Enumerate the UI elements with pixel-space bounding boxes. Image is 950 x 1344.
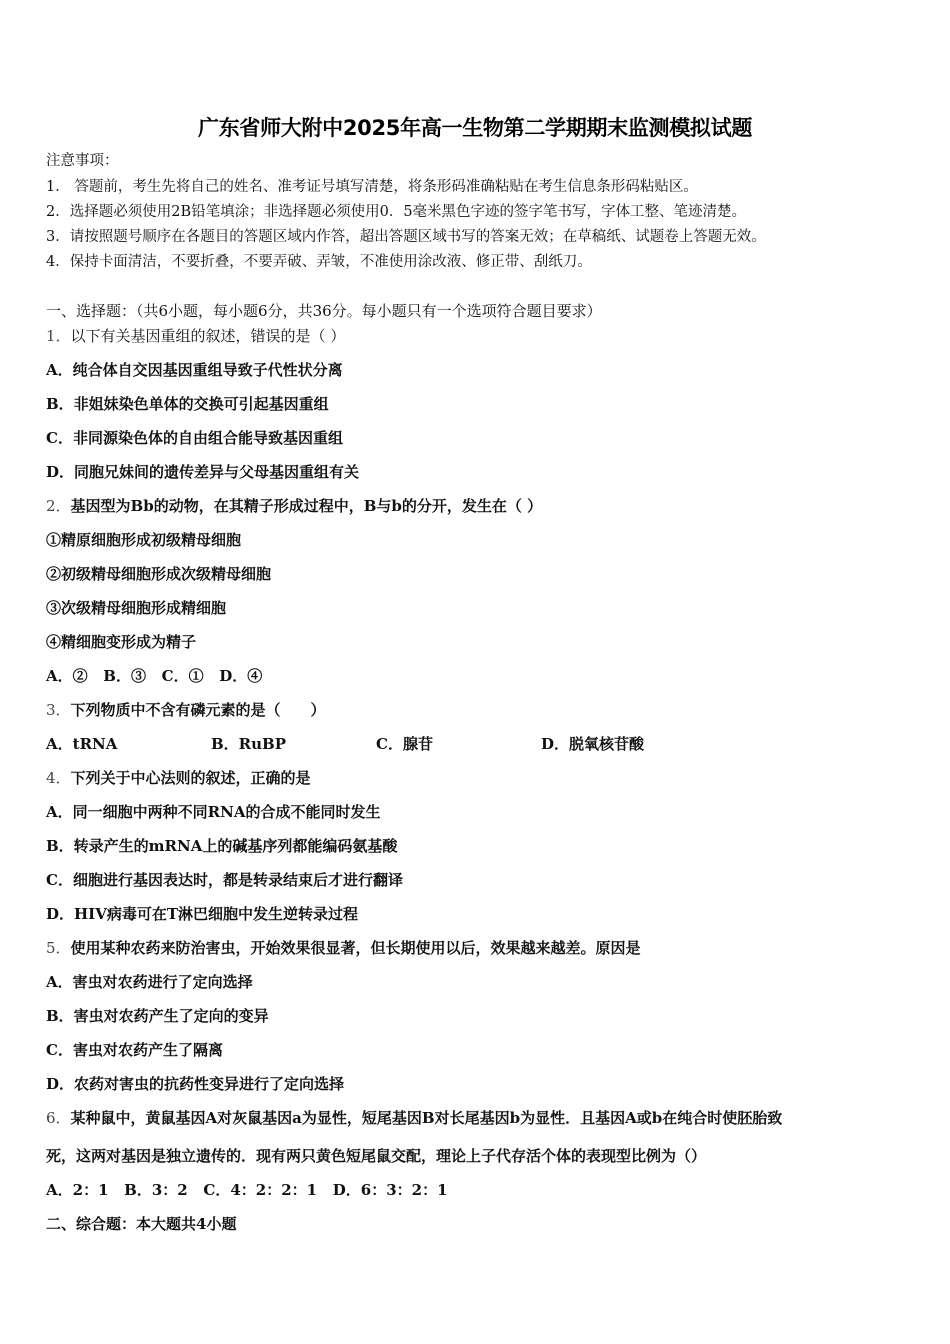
q4-option-d: D．HIV病毒可在T淋巴细胞中发生逆转录过程 xyxy=(46,905,358,923)
question-2 xyxy=(46,496,542,516)
q3-option-c: C．腺苷 xyxy=(376,735,433,753)
question-number: 4． xyxy=(46,769,71,787)
question-stem: 以下有关基因重组的叙述，错误的是（ ） xyxy=(70,327,346,345)
question-1 xyxy=(46,326,345,346)
notice-item-2: 2．选择题必须使用2B铅笔填涂；非选择题必须使用0．5毫米黑色字迹的签字笔书写，字体工整、笔迹清楚。 xyxy=(46,204,747,220)
question-number: 2． xyxy=(46,497,71,515)
notice-item-3: 3．请按照题号顺序在各题目的答题区域内作答，超出答题区域书写的答案无效；在草稿纸、试题卷上答题无效。 xyxy=(46,229,766,245)
question-number: 3． xyxy=(46,701,71,719)
section-2-heading: 二、综合题：本大题共4小题 xyxy=(46,1215,237,1233)
q2-item-4: ④精细胞变形成为精子 xyxy=(46,633,197,651)
question-number: 5． xyxy=(46,939,71,957)
q3-option-d: D．脱氧核苷酸 xyxy=(541,735,645,753)
question-3 xyxy=(46,700,326,720)
section-1-heading: 一、选择题：（共6小题，每小题6分，共36分。每小题只有一个选项符合题目要求） xyxy=(46,302,602,320)
q2-item-2: ②初级精母细胞形成次级精母细胞 xyxy=(46,565,272,583)
notice-heading: 注意事项： xyxy=(46,153,119,169)
question-stem: 基因型为Bb的动物，在其精子形成过程中，B与b的分开，发生在（ ） xyxy=(70,497,543,515)
question-4 xyxy=(46,768,311,788)
q2-item-1: ①精原细胞形成初级精母细胞 xyxy=(46,531,242,549)
q3-option-b: B．RuBP xyxy=(211,735,287,753)
q5-option-c: C．害虫对农药产生了隔离 xyxy=(46,1041,223,1059)
question-6-stem-line-2: 死，这两对基因是独立遗传的．现有两只黄色短尾鼠交配，理论上子代存活个体的表现型比例为（） xyxy=(46,1147,707,1165)
q6-options: A．2：1 B．3：2 C．4：2：2：1 D．6：3：2：1 xyxy=(46,1181,448,1199)
question-stem: 下列关于中心法则的叙述，正确的是 xyxy=(70,769,311,787)
q5-option-a: A．害虫对农药进行了定向选择 xyxy=(46,973,253,991)
q3-options xyxy=(46,734,644,754)
question-number: 6． xyxy=(46,1109,71,1127)
q4-option-b: B．转录产生的mRNA上的碱基序列都能编码氨基酸 xyxy=(46,837,398,855)
question-number: 1． xyxy=(46,327,71,345)
q5-option-d: D．农药对害虫的抗药性变异进行了定向选择 xyxy=(46,1075,345,1093)
notice-item-4: 4．保持卡面清洁，不要折叠，不要弄破、弄皱，不准使用涂改液、修正带、刮纸刀。 xyxy=(46,254,592,270)
page-title: 广东省师大附中2025年高一生物第二学期期末监测模拟试题 xyxy=(197,116,753,140)
question-stem: 下列物质中不含有磷元素的是（ ） xyxy=(70,701,326,719)
q2-item-3: ③次级精母细胞形成精细胞 xyxy=(46,599,227,617)
q3-option-a: A．tRNA xyxy=(46,735,118,753)
q1-option-c: C．非同源染色体的自由组合能导致基因重组 xyxy=(46,429,343,447)
q5-option-b: B．害虫对农药产生了定向的变异 xyxy=(46,1007,269,1025)
q1-option-d: D．同胞兄妹间的遗传差异与父母基因重组有关 xyxy=(46,463,360,481)
question-5 xyxy=(46,938,641,958)
q2-options: A．② B．③ C．① D．④ xyxy=(46,667,263,685)
q1-option-b: B．非姐妹染色单体的交换可引起基因重组 xyxy=(46,395,329,413)
q4-option-c: C．细胞进行基因表达时，都是转录结束后才进行翻译 xyxy=(46,871,403,889)
q1-option-a: A．纯合体自交因基因重组导致子代性状分离 xyxy=(46,361,343,379)
q4-option-a: A．同一细胞中两种不同RNA的合成不能同时发生 xyxy=(46,803,381,821)
question-6 xyxy=(46,1108,782,1128)
notice-item-1: 1． 答题前，考生先将自己的姓名、准考证号填写清楚，将条形码准确粘贴在考生信息条形码粘贴区。 xyxy=(46,179,698,195)
question-stem-line-1: 某种鼠中，黄鼠基因A对灰鼠基因a为显性，短尾基因B对长尾基因b为显性．且基因A或b在纯合时使胚胎致 xyxy=(70,1109,783,1127)
question-stem: 使用某种农药来防治害虫，开始效果很显著，但长期使用以后，效果越来越差。原因是 xyxy=(70,939,641,957)
